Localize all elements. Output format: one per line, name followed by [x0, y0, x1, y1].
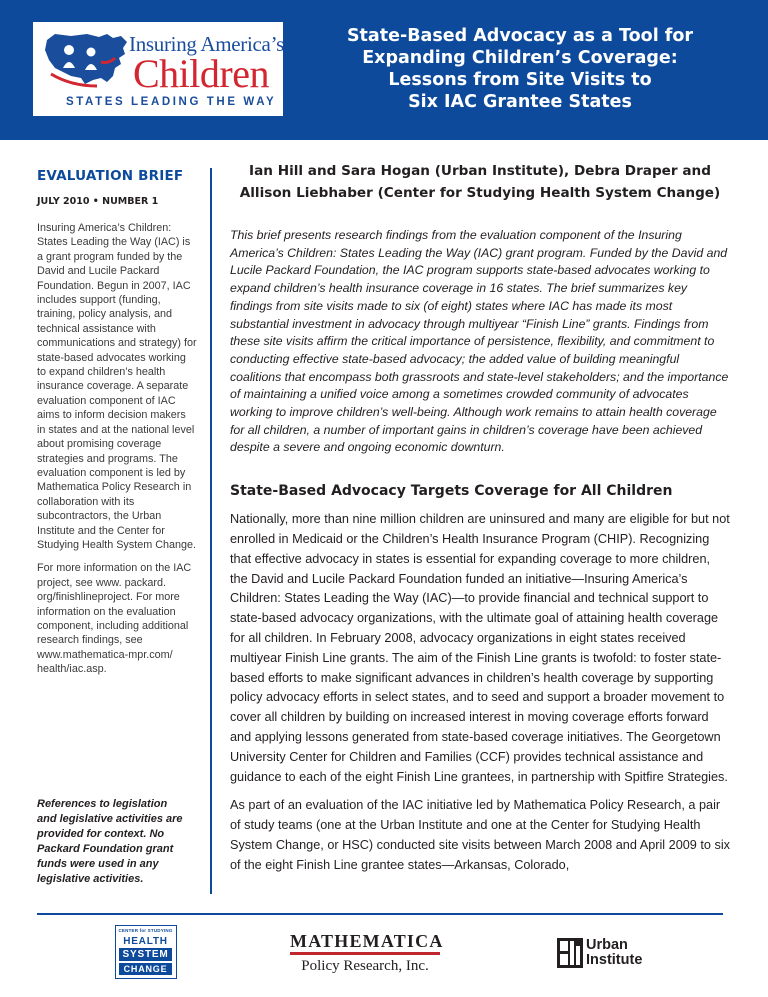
section-heading: State-Based Advocacy Targets Coverage for All Children [230, 483, 673, 500]
abstract: This brief presents research findings from the evaluation component of the Insuring America’s Children: States Leading the Way (IAC) grant program. Funded by the David and Lucile Packard Foundation, the IAC program supports state-based advocates working to expand children’s health insurance coverage in 16 states. The brief summarizes key findings from site visits made to six (of eight) states where IAC has made its most substantial investment in advocacy through multiyear “Finish Line” grants. Findings from these site visits affirm the critical importance of persistence, flexibility, and commitment to conducting effective state-based advocacy; the added value of building meaningful coalitions that encompass both grassroots and state-level stakeholders; and the importance of maintaining a unified voice among a sometimes crowded community of advocates working to improve children’s well-being. Although work remains to attain health coverage for all children, a number of important gains in children’s coverage have been achieved despite a severe and ongoing economic downturn. [230, 228, 729, 455]
sidebar-more-info: For more information on the IAC project, see www. packard. org/finishlineproject. For more information on the evaluation component, including additional research findings, see www.mathematica-mpr.com/ health/iac.asp. [37, 562, 192, 676]
urban-wordmark [586, 938, 642, 968]
hsc-logo-top: CENTER for STUDYING [118, 928, 173, 933]
urban-line-2: Institute [586, 952, 643, 968]
authors-line: Allison Liebhaber (Center for Studying Health System Change) [239, 185, 721, 201]
authors-line: Ian Hill and Sara Hogan (Urban Institute), Debra Draper and [249, 163, 711, 179]
issue-date: JULY 2010 • NUMBER 1 [37, 196, 159, 207]
footer-divider [37, 913, 723, 915]
hsc-logo-health: HEALTH [119, 936, 172, 949]
urban-grid-icon [557, 938, 583, 968]
hsc-logo [115, 925, 177, 979]
legislation-disclaimer: References to legislation and legislative activities are provided for context. No Packard Foundation grant funds were used in any legislative activities. [37, 798, 183, 885]
urban-institute-logo [557, 938, 657, 972]
mathematica-logo [290, 930, 444, 975]
body-paragraph: Nationally, more than nine million children are uninsured and many are eligible for but not enrolled in Medicaid or the Children’s Health Insurance Program (CHIP). Recognizing that effective advocacy in states is essential for expanding coverage to more children, the David and Lucile Packard Foundation funded an initiative—Insuring America’s Children: States Leading the Way (IAC)—to provide financial and technical support to state-based advocacy organizations, with the ultimate goal of attaining health coverage for all children. In February 2008, advocacy organizations in eight states received multiyear Finish Line grants. The aim of the Finish Line grants is twofold: to foster state-based efforts to make significant advances in children’s health coverage by supporting policy advocacy efforts in select states, and to seed and support a broader movement to cover all children by building on increased interest in moving coverage efforts forward and applying lessons generated from state-based coverage initiatives. The Georgetown University Center for Children and Families (CCF) provides technical assistance and guidance to each of the eight Finish Line grantees, in partnership with Spitfire Strategies. [230, 512, 730, 784]
column-divider [210, 168, 212, 894]
title-line: Expanding Children’s Coverage: [362, 48, 678, 68]
page-title [305, 25, 735, 113]
hsc-logo-system: SYSTEM [119, 949, 172, 961]
logo-tagline: STATES LEADING THE WAY [66, 96, 277, 108]
evaluation-brief-label: EVALUATION BRIEF [37, 168, 184, 184]
mathematica-wordmark: MATHEMATICA [290, 930, 440, 955]
title-line: Six IAC Grantee States [408, 92, 632, 112]
sidebar [37, 168, 197, 677]
mathematica-subtitle: Policy Research, Inc. [301, 958, 429, 974]
hsc-logo-change: CHANGE [119, 963, 172, 975]
sidebar-description: Insuring America’s Children: States Leading the Way (IAC) is a grant program funded by the David and Lucile Packard Foundation. Begun in 2007, IAC includes support (funding, training, policy analysis, and technical assistance with communications and strategy) for state-based advocates working to expand children’s health insurance coverage. A separate evaluation component of IAC aims to inform decision makers in states and at the national level about promising coverage strategies and programs. The evaluation component is led by Mathematica Policy Research in collaboration with its subcontractors, the Urban Institute and the Center for Studying Health System Change. [37, 222, 197, 551]
title-line: Lessons from Site Visits to [388, 70, 652, 90]
iac-logo [33, 22, 283, 116]
logo-line-2: Children [133, 51, 269, 96]
urban-line-1: Urban [586, 937, 628, 953]
us-map-icon [41, 28, 133, 90]
body-paragraph: As part of an evaluation of the IAC initiative led by Mathematica Policy Research, a pair of study teams (one at the Urban Institute and one at the Center for Studying Health System Change, or HSC) conducted site visits between March 2008 and April 2009 to six of the eight Finish Line grantee states—Arkansas, Colorado, [230, 798, 731, 872]
authors [230, 160, 730, 204]
title-line: State-Based Advocacy as a Tool for [346, 26, 694, 46]
main-content [230, 160, 730, 875]
logo-line-1: Insuring America’s [129, 32, 284, 56]
header-band [0, 0, 768, 140]
